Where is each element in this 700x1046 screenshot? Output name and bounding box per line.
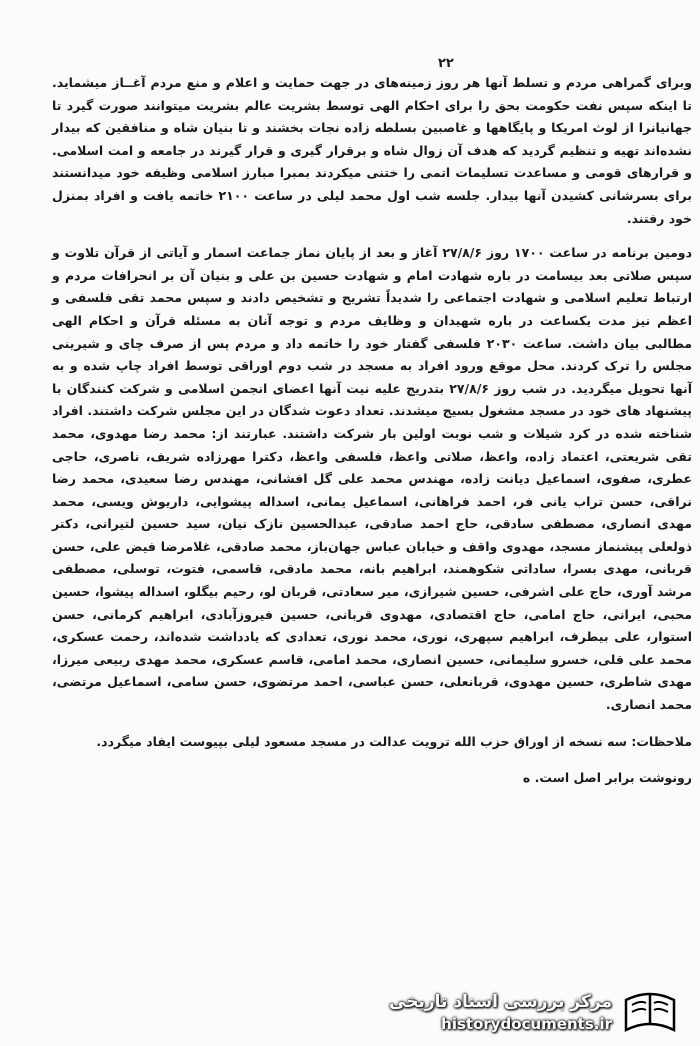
page-number-mark: ۲۲ bbox=[438, 56, 454, 71]
watermark-title: مرکز بررسی اسناد تاریخی bbox=[389, 992, 612, 1012]
paragraph-certification: رونوشت برابر اصل است. ه bbox=[522, 770, 692, 786]
archive-book-logo-icon bbox=[620, 988, 680, 1036]
paragraph-remarks: ملاحظات: سه نسخه از اوراق حزب الله ترویت عدالت در مسجد مسعود لیلی بپیوست ایفاد میگردد. bbox=[96, 733, 692, 749]
watermark-url: historydocuments.ir bbox=[441, 1015, 612, 1033]
paragraph-intro: وبرای گمراهی مردم و تسلط آنها هر روز زمینه‌های در جهت حمایت و اعلام و منع مردم آغــاز میشماید. تا اینکه سپس نفت حکومت بحق را برای احکام الهی توسط بشریت عالم بشریت میتوانند صورت گیرد تا جهانیانرا از لوث امریکا و پایگاهها و غاصبین بسلطه زاده نجات بخشند و تا بنیان شاه و منافقین که بیدار نشده‌اند تهیه و تنظیم گردید که هدف آن زوال شاه و برقرار گیری و قرار گیرند در جامعه و امت اسلامی. و قرارهای قومی و مساعدت تسلیمات اتمی را ختنی میکردند بمبرا مبارز اسلامی وظیفه خود میدانستند برای بسرشانی کشیدن آنها بیدار. جلسه شب اول محمد لیلی در ساعت ۲۱۰۰ خاتمه یافت و افراد بمنزل خود رفتند. bbox=[52, 75, 692, 226]
archive-watermark bbox=[389, 986, 686, 1038]
document-body bbox=[52, 72, 692, 790]
paragraph-second-session: دومین برنامه در ساعت ۱۷۰۰ روز ۲۷/۸/۶ آغاز و بعد از پایان نماز جماعت اسمار و آیاتی از قرآن تلاوت و سپس صلاتی بعد بیسامت در باره شهادت امام و شهادت حسین بن علی و بنیان آن بر انحرافات مردم و ارتباط تعلیم اسلامی و شهادت اجتماعی را شدیداً تشریح و تشخیص دادند و سپس محمد تقی فلسفی و اعظم نیز مدت یکساعت در باره شهیدان و وظایف مردم و توجه آنان به مسئله قرآن و احکام الهی مطالبی بیان داشت. ساعت ۲۰۳۰ فلسفی گفتار خود را خاتمه داد و مردم پس از صرف چای و شیرینی مجلس را ترک کردند. محل موقع ورود افراد به مسجد در شب دوم اوراقی توسط افراد چاپ شده و به آنها تحویل میگردید. در شب روز ۲۷/۸/۶ بتدریج علیه نیت آنها اعضای انجمن اسلامی و شرکت کنندگان با پیشنهاد های خود در مسجد مشغول بسیج میشدند. تعداد دعوت شدگان در این مجلس شرکت داشتند. افراد شناخته شده در کرد شیلات و شب نوبت اولین بار شرکت داشتند. عبارتند از: محمد رضا مهدوی، محمد تقی شریعتی، اعتماد زاده، واعظ، صلاتی واعظ، فلسفی واعظ، دکترا مهرزاده شریف، ناصری، حاجی عطری، صفوی، اسماعیل دیانت زاده، مهندس محمد علی گل افشانی، مهندس رضا سعیدی، محمد رضا نراقی، حسن تراب یانی فر، احمد فراهانی، اسماعیل یمانی، اسداله پیشوایی، داریوش ویسی، محمد مهدی انصاری، مصطفی سادقی، حاج احمد صادقی، عبدالحسین نازک نیان، سید حسین لتیرانی، دکتر ذولعلی پیشنماز مسجد، مهدوی واقف و خیابان عباس جهان‌باز، محمد صادقی، غلامرضا فیض علی، حسن قربانی، مهدی بسرا، ساداتی شکوهمند، ابراهیم بانه، محمد مادقی، قاسمی، فتوت، توسلی، مصطفی مرشد آوری، حاج علی اشرفی، حسین شیرازی، میر سعادتی، قربان لو، رحیم بیگلو، اسداله پیشوا، حسین محبی، ایرانی، حاج امامی، حاج اقتصادی، مهدوی قربانی، حسین فیروزآبادی، ابراهیم کرمانی، حسن استوار، علی بیطرف، ابراهیم سپهری، نوری، محمد نوری، تعدادی که یادداشت شده‌اند، رحمت عسکری، محمد علی قلی، خسرو سلیمانی، حسین انصاری، محمد امامی، قاسم عسکری، محمد مهدی ربیعی میرزا، مهدی شاطری، حسین مهدوی، قربانعلی، حسن عباسی، احمد مرتضوی، حسن سامی، اسماعیل مرتضی، محمد انصاری. bbox=[52, 245, 692, 713]
